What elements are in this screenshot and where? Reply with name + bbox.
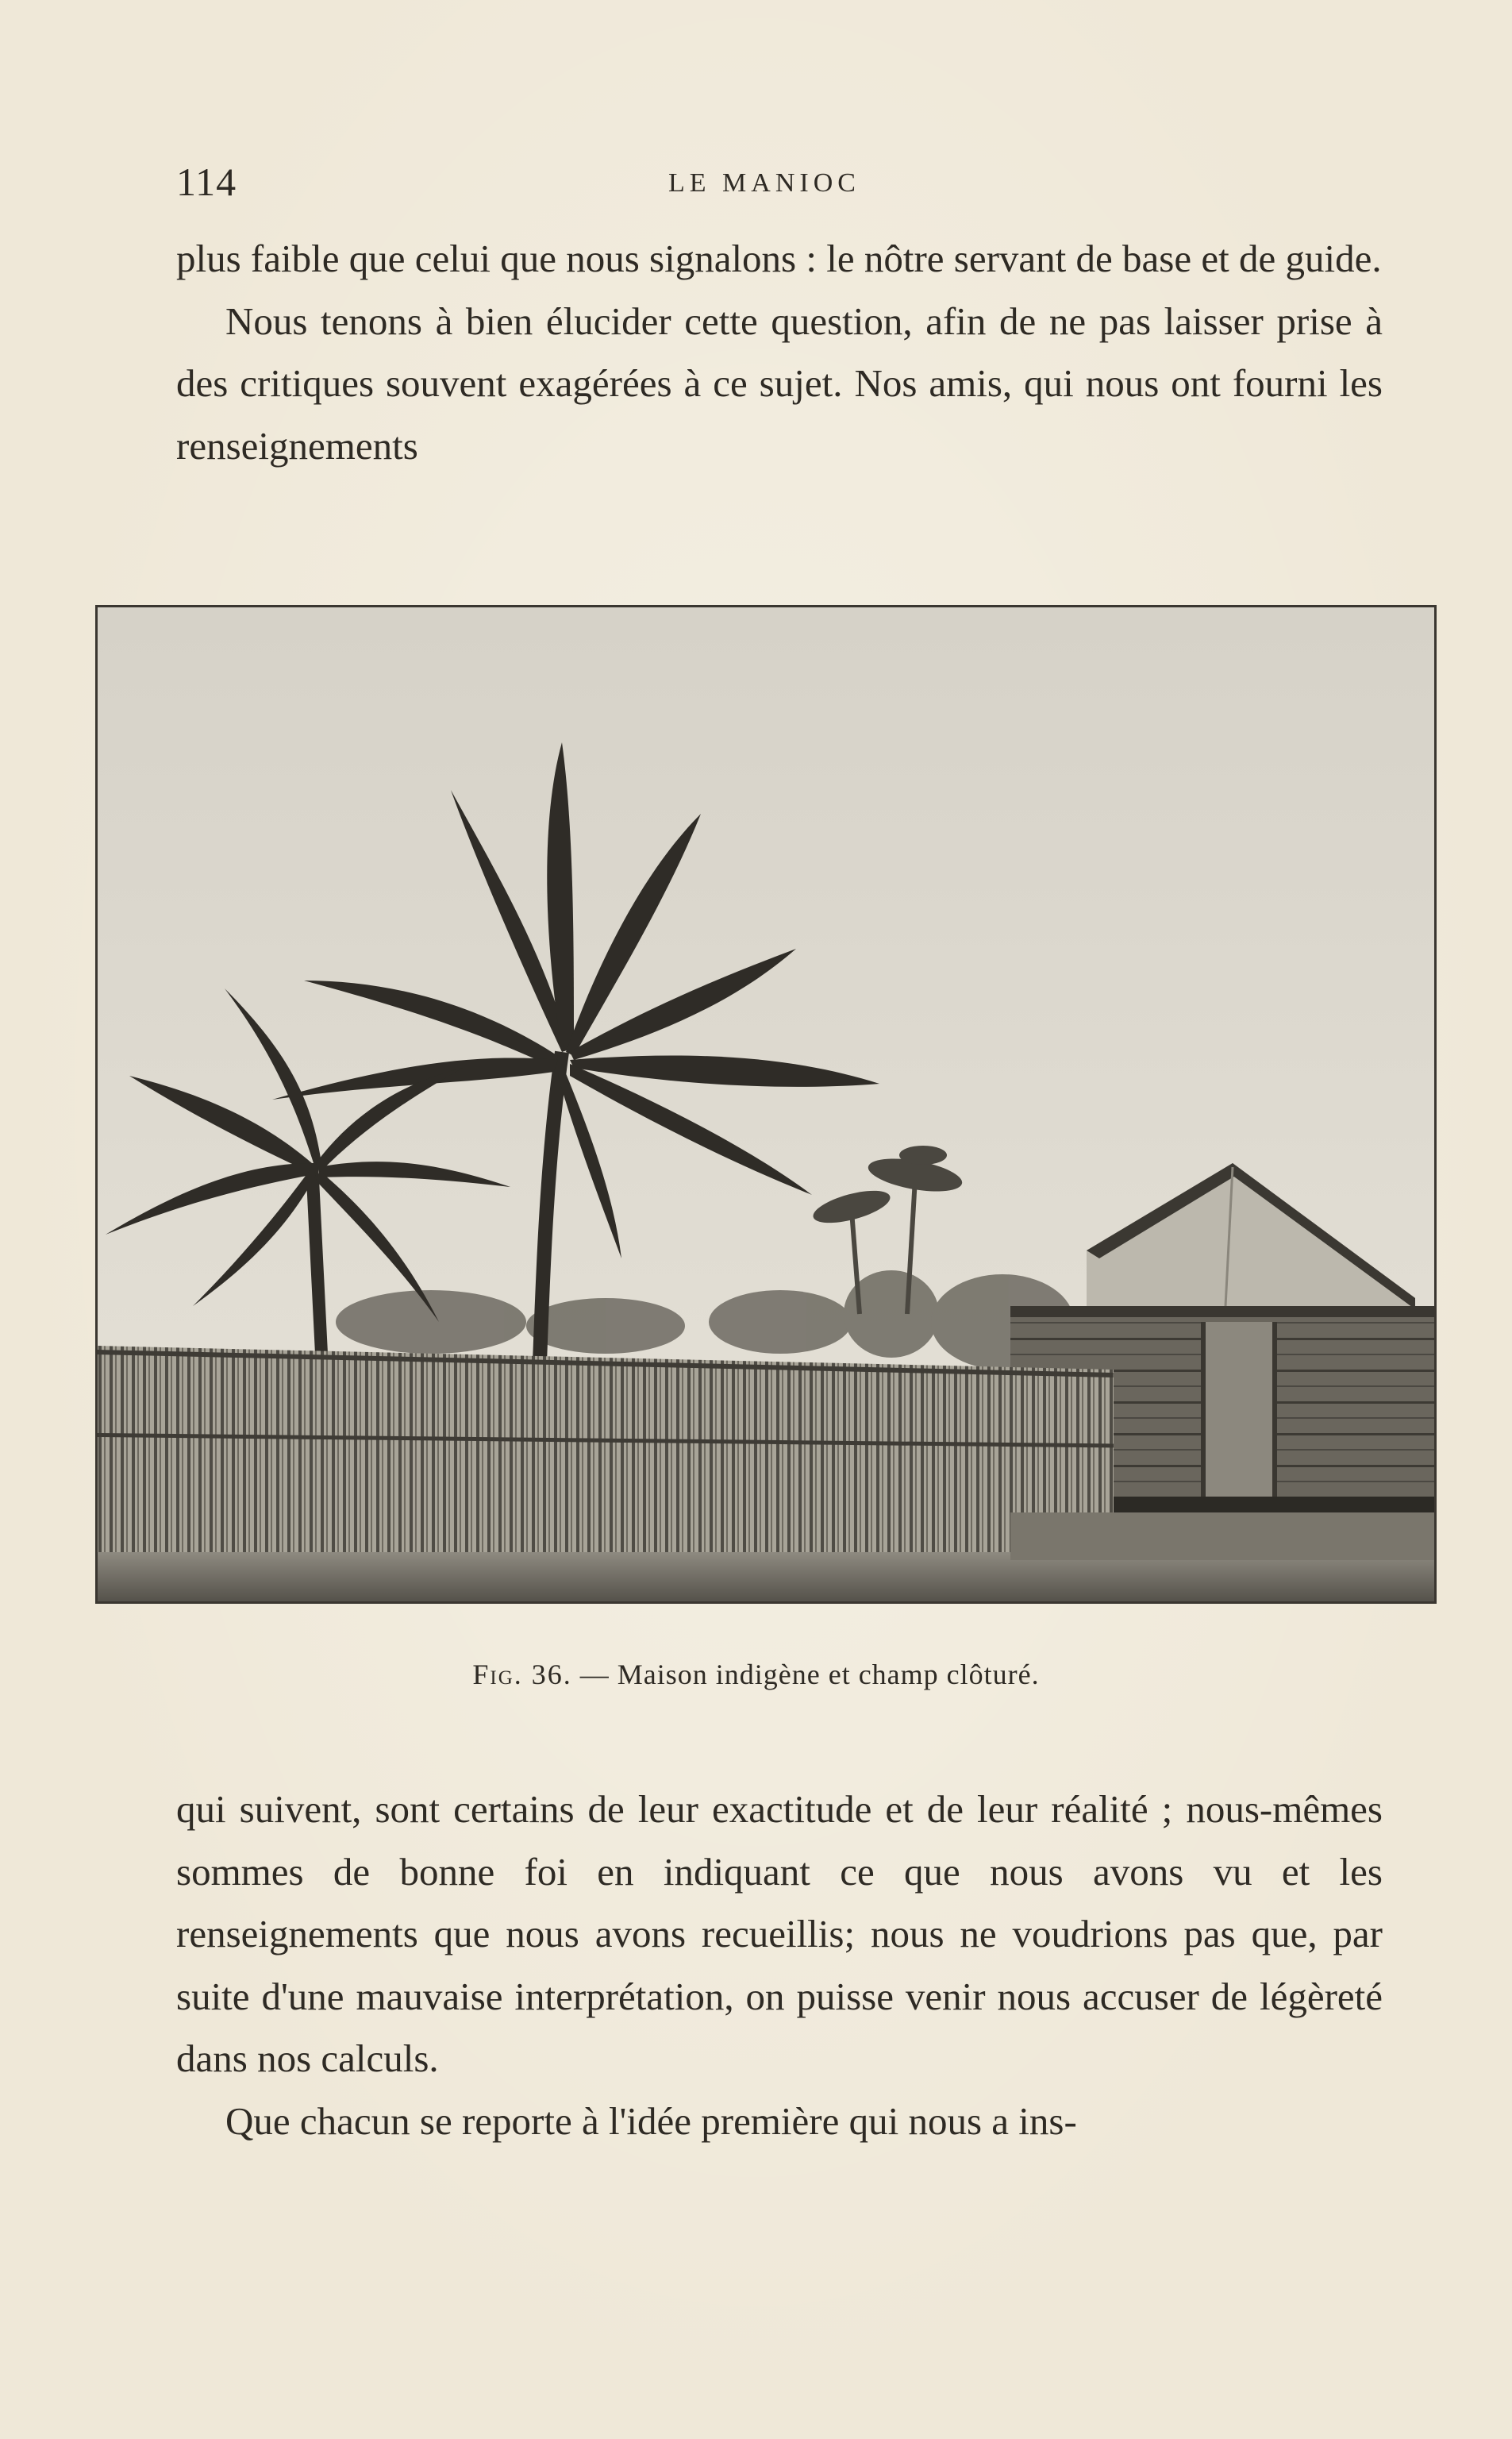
paragraph-continued: qui suivent, sont certains de leur exactitude et de leur réalité ; nous-mêmes sommes de bonne foi en indiquant ce que nous avons vu et les renseignements que nous avons recueillis; nous ne voudrions pas que, par suite d'une mauvaise interprétation, on puisse venir nous accuser de légèreté dans nos calculs. xyxy=(176,1787,1383,2080)
running-head xyxy=(176,159,1383,206)
page-number: 114 xyxy=(176,160,237,204)
photo-native-house-fenced-field xyxy=(98,607,1434,1601)
paragraph: Nous tenons à bien élucider cette question, afin de ne pas laisser prise à des critiques souvent exagérées à ce sujet. Nos amis, qui nous ont fourni les renseignements xyxy=(176,299,1383,468)
running-title: LE MANIOC xyxy=(668,168,860,198)
paragraph: Que chacun se reporte à l'idée première qui nous a ins- xyxy=(225,2098,1077,2143)
figure-caption xyxy=(0,1658,1512,1691)
figure-label: Fig. 36. xyxy=(472,1659,572,1690)
figure-photo xyxy=(95,605,1437,1604)
text-block-bottom xyxy=(176,1778,1383,2152)
figure-caption-text: — Maison indigène et champ clôturé. xyxy=(579,1659,1040,1690)
paragraph-continued: plus faible que celui que nous signalons : le nôtre servant de base et de guide. xyxy=(176,237,1382,280)
text-block-top xyxy=(176,228,1383,477)
